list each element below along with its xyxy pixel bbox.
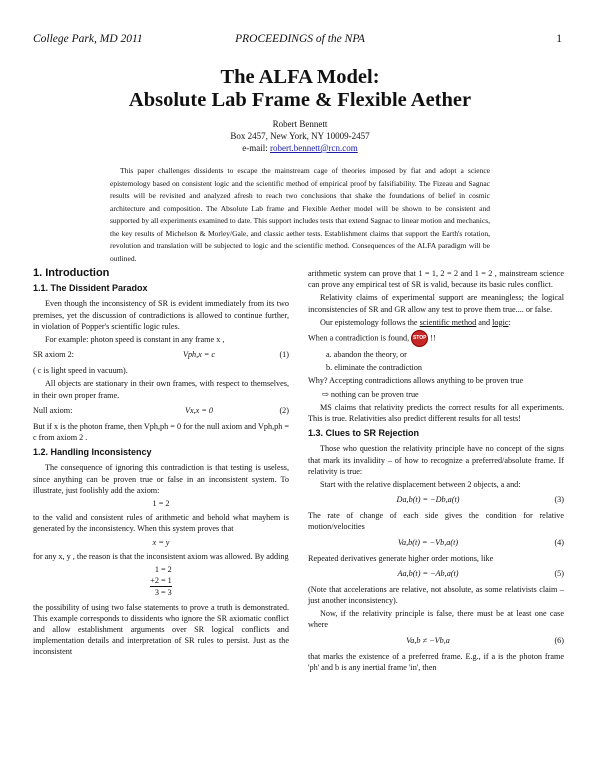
addition-example: [33, 564, 289, 599]
equation-1: [33, 348, 289, 361]
paragraph: to the valid and consistent rules of arithmetic and behold what mayhem is generated by the inconsistency. When this system proves that: [33, 513, 289, 534]
sum-result: 3 = 3: [154, 588, 172, 598]
title-line-2: Absolute Lab Frame & Flexible Aether: [128, 89, 472, 111]
equation-number: (4): [554, 537, 564, 547]
logic-link[interactable]: logic: [492, 317, 509, 327]
paragraph: Relativity claims of experimental support are meaningless; the logical inconsistencies of SR and GR allow any test to prove them true.... or false.: [308, 293, 564, 314]
equation-body: Vx,x = 0: [184, 405, 214, 415]
paragraph: the possibility of using two false statements to prove a truth is demonstrated. This example corresponds to dissidents who ignore the SR axiomatic conflict and allow establishment arguments over SR logical conflicts and implementation details and interpretation of SR rules to persist. Just as the inconsistent: [33, 602, 289, 657]
equation-body: Vph,x = c: [182, 350, 216, 360]
paragraph: ( c is light speed in vacuum).: [33, 366, 128, 376]
paragraph: (Note that accelerations are relative, not absolute, as some relativists claim – just another inconsistency).: [308, 584, 564, 606]
equation-number: (6): [554, 635, 564, 645]
equation-2: [33, 404, 289, 417]
stop-sign-icon: STOP: [411, 330, 428, 347]
equation-5: [308, 567, 564, 580]
paragraph: Repeated derivatives generate higher order motions, like: [308, 553, 494, 563]
running-header-center: PROCEEDINGS of the NPA: [235, 33, 365, 45]
title-line-1: The ALFA Model:: [220, 66, 380, 88]
list-item: b. eliminate the contradiction: [326, 363, 422, 373]
paragraph-contradiction: [308, 330, 564, 347]
paragraph: But if x is the photon frame, then Vph,ph = 0 for the null axiom and Vph,ph = c from axiom 2 .: [33, 421, 289, 443]
paragraph: Even though the inconsistency of SR is evident immediately from its two premises, yet the discussion of contradictions is allowed to continue further, in violation of Popper's scientific logic rules.: [33, 299, 289, 331]
right-column: [308, 268, 564, 675]
text-run: When a contradiction is found,: [308, 333, 410, 343]
paper-title: [0, 66, 600, 112]
equation-6: [308, 634, 564, 647]
paragraph: Now, if the relativity principle is false, there must be at least one case where: [308, 609, 564, 630]
equation-body: Va,b(t) = −Vb,a(t): [397, 537, 459, 547]
paragraph: Start with the relative displacement between 2 objects, a and:: [320, 480, 521, 490]
author-email-line: [0, 142, 600, 154]
paragraph: Those who question the relativity principle have no concept of the signs that mark its invalidity – of how to recognize a preferred/absolute frame. If relativity is true:: [308, 444, 564, 476]
author-address: Box 2457, New York, NY 10009-2457: [230, 131, 370, 141]
author-name: Robert Bennett: [272, 119, 328, 129]
subsection-heading-dissident-paradox: 1.1. The Dissident Paradox: [33, 283, 148, 294]
arrow-implication: ⇨ nothing can be proven true: [322, 389, 419, 399]
paragraph: for any x, y , the reason is that the inconsistent axiom was allowed. By adding: [33, 551, 289, 561]
equation-number: (3): [554, 495, 564, 505]
equation-body: Da,b(t) = −Db,a(t): [396, 495, 460, 505]
text-run: Our epistemology follows the: [320, 317, 420, 327]
sum-line: +2 = 1: [150, 575, 172, 587]
abstract: This paper challenges dissidents to escape the mainstream cage of theories imposed by fiat and adopt a science epistemology based on consistent logic and the scientific method of empirical proof by falsifiability. The Fizeau and Sagnac results will be revisited and analyzed afresh to reach two conclusions that shake the foundations of belief in cosmic architecture and composition. The Absolute Lab frame and Flexible Aether model will be shown to be consistent and supported by all experiments examined to date. This support includes tests that extend Sagnac to linear motion and mechanics, the key results of Michelson & Morley/Gale, and classic aether tests. Establishment claims that support the Earth's rotation, revolution and translation will be subjected to logic and the scientific method. Consequences of the ALFA paradigm will be outlined.: [110, 166, 490, 263]
equation-number: (5): [554, 568, 564, 578]
paragraph: that marks the existence of a preferred frame. E.g., if a is the photon frame 'ph' and b is any inertial frame 'in', then: [308, 651, 564, 672]
scientific-method-link[interactable]: scientific method: [419, 317, 477, 327]
text-run: :: [508, 317, 511, 327]
section-heading-introduction: 1. Introduction: [33, 267, 110, 279]
equation-body: Aa,b(t) = −Ab,a(t): [397, 568, 459, 578]
paragraph: All objects are stationary in their own frames, with respect to themselves, in their own proper frame.: [33, 379, 289, 400]
page-number: 1: [556, 33, 562, 45]
paragraph: arithmetic system can prove that 1 = 1, 2 = 2 and 1 = 2 , mainstream science can prove any empirical test of SR is valid, because its basic rules conflict.: [308, 269, 564, 290]
running-header-left: College Park, MD 2011: [33, 33, 143, 45]
text-run: and: [476, 317, 493, 327]
email-label: e-mail:: [242, 143, 270, 153]
equation-number: (2): [279, 405, 289, 415]
paragraph: For example: photon speed is constant in any frame x ,: [45, 335, 225, 345]
subsection-heading-clues: 1.3. Clues to SR Rejection: [308, 428, 420, 439]
left-column: [33, 268, 289, 660]
equation-body: Va,b ≠ −Vb,a: [406, 635, 450, 645]
text-run: !!: [430, 333, 436, 343]
paragraph: The consequence of ignoring this contradiction is that testing is useless, since anything can be proven true or false in an inconsistent system. To illustrate, just foolishly add the axiom:: [33, 463, 289, 495]
equation-one-equals-two: 1 = 2: [152, 499, 170, 509]
equation-4: [308, 536, 564, 549]
equation-3: [308, 493, 564, 506]
paragraph: MS claims that relativity predicts the correct results for all experiments. This is true. Relativities also predict different results for all tests!: [308, 402, 564, 424]
equation-label: Null axiom:: [33, 405, 73, 415]
paragraph: [308, 317, 564, 328]
subsection-heading-handling-inconsistency: 1.2. Handling Inconsistency: [33, 447, 152, 458]
email-link[interactable]: robert.bennett@rcn.com: [269, 143, 358, 153]
equation-number: (1): [279, 350, 289, 360]
paragraph: Why? Accepting contradictions allows anything to be proven true: [308, 376, 524, 386]
sum-line: 1 = 2: [154, 565, 172, 575]
paragraph: The rate of change of each side gives the condition for relative motion/velocities: [308, 511, 564, 532]
equation-x-equals-y: x = y: [152, 537, 170, 547]
author-block: [0, 118, 600, 154]
list-item: a. abandon the theory, or: [326, 350, 407, 360]
equation-label: SR axiom 2:: [33, 350, 74, 360]
